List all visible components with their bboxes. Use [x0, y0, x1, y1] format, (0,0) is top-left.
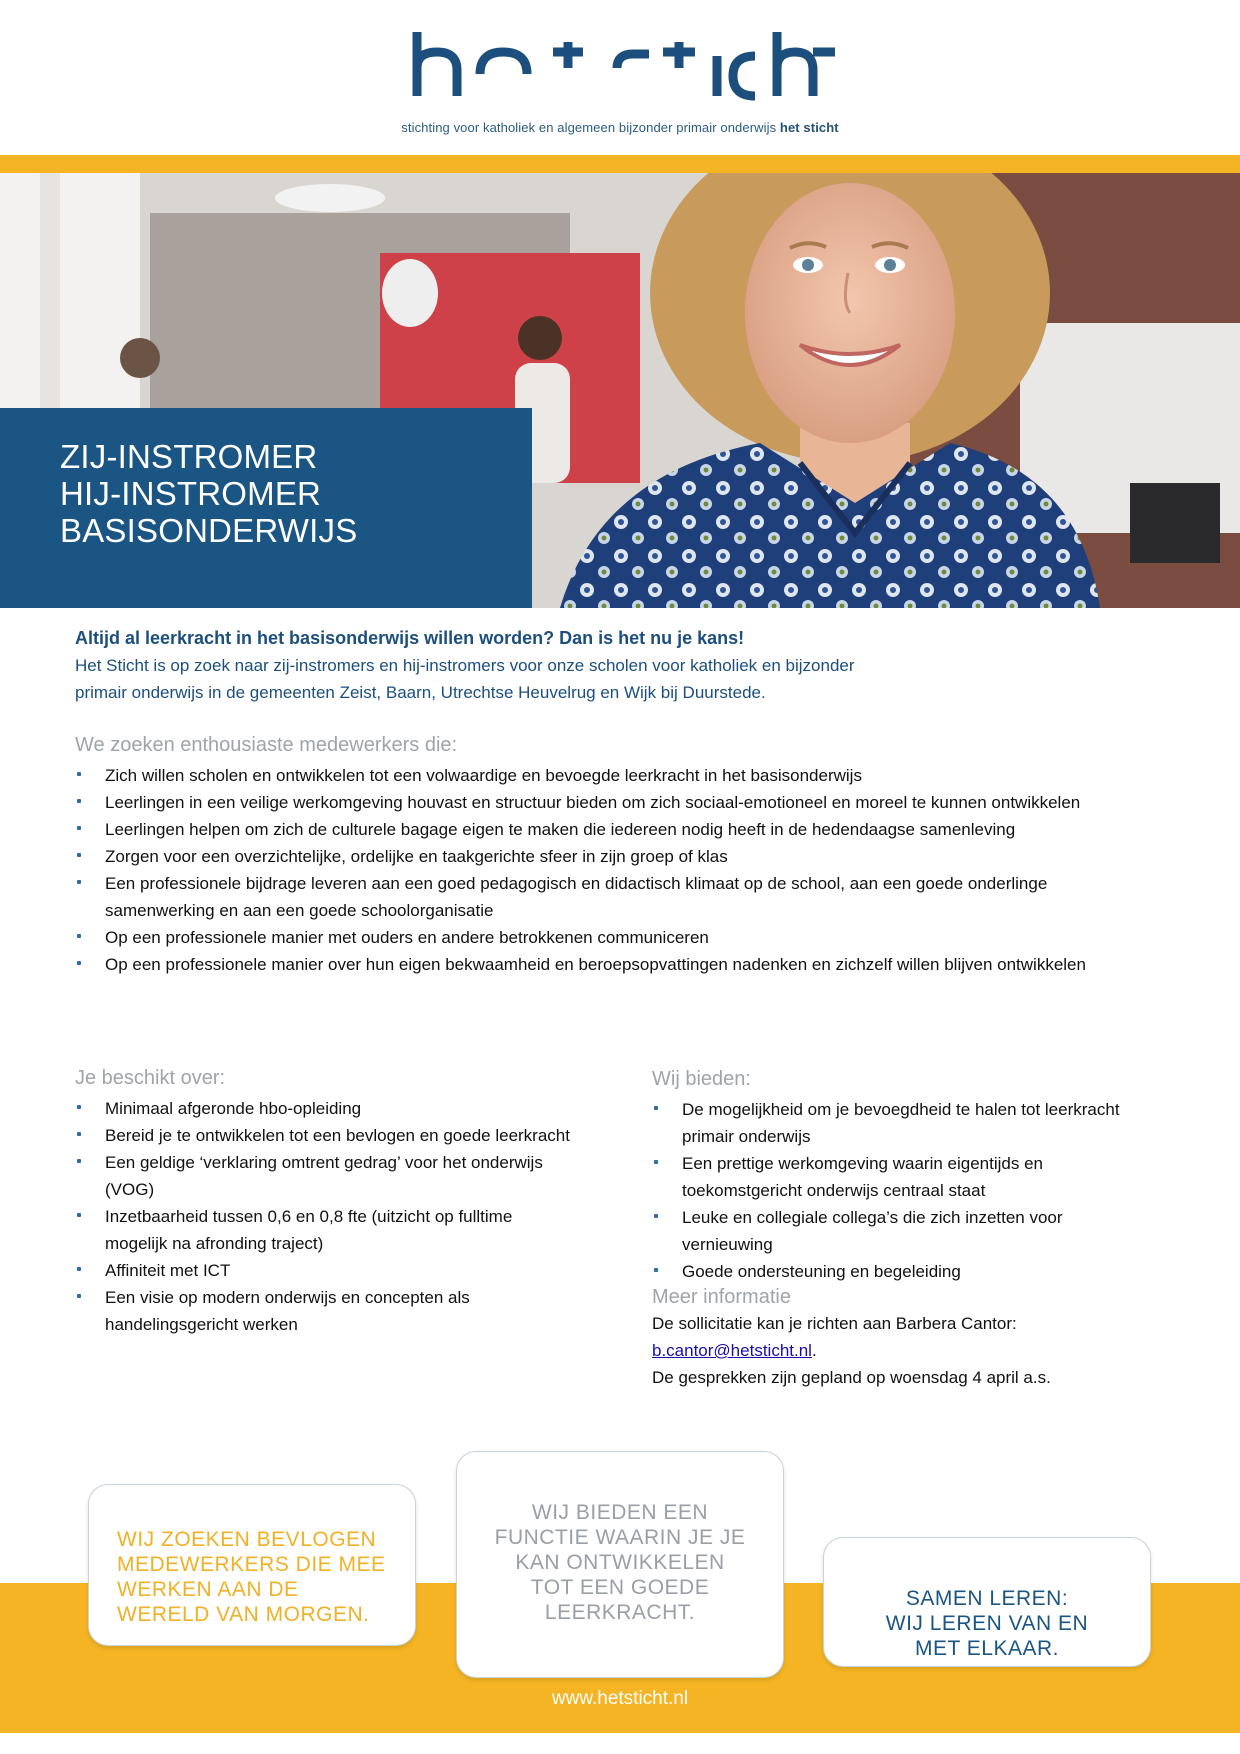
card-line: WIJ BIEDEN EEN: [531, 1501, 709, 1524]
logo-subtitle-text: stichting voor katholiek en algemeen bijzonder primair onderwijs: [401, 120, 777, 135]
list-item: Minimaal afgeronde hbo-opleiding: [75, 1095, 575, 1122]
list-item: Op een professionele manier over hun eigen bekwaamheid en beroepsopvattingen nadenken en zichzelf willen blijven ontwikkelen: [75, 951, 1095, 978]
intro-line-1: Het Sticht is op zoek naar zij-instromers en hij-instromers voor onze scholen voor katholiek en bijzonder: [75, 656, 855, 675]
card-line: WERKEN AAN DE: [117, 1578, 299, 1601]
hero-section: [0, 173, 1240, 608]
het-sticht-logo-mark: [405, 28, 835, 103]
top-yellow-band: [0, 155, 1240, 173]
section-heading-beschikt: Je beschikt over:: [75, 1067, 226, 1089]
list-item: Een visie op modern onderwijs en concepten als handelingsgericht werken: [75, 1284, 575, 1338]
list-item: Goede ondersteuning en begeleiding: [652, 1258, 1122, 1285]
bieden-list: [652, 1096, 1122, 1285]
list-item: Leuke en collegiale collega’s die zich inzetten voor vernieuwing: [652, 1204, 1122, 1258]
info-line-3: De gesprekken zijn gepland op woensdag 4 april a.s.: [652, 1368, 1051, 1387]
list-item: Zorgen voor een overzichtelijke, ordelijke en taakgerichte sfeer in zijn groep of klas: [75, 843, 1095, 870]
logo-subtitle-bold: het sticht: [779, 120, 839, 135]
list-item: Bereid je te ontwikkelen tot een bevlogen en goede leerkracht: [75, 1122, 575, 1149]
list-item: Inzetbaarheid tussen 0,6 en 0,8 fte (uitzicht op fulltime mogelijk na afronding traject): [75, 1203, 575, 1257]
card-line: SAMEN LEREN:: [905, 1587, 1069, 1610]
section-heading-bieden: Wij bieden:: [652, 1068, 751, 1090]
email-link[interactable]: b.cantor@hetsticht.nl: [652, 1341, 812, 1360]
section-heading-zoeken: We zoeken enthousiaste medewerkers die:: [75, 734, 458, 756]
list-item: Op een professionele manier met ouders en andere betrokkenen communiceren: [75, 924, 1095, 951]
card-text: [824, 1586, 1150, 1661]
logo-subtitle: [0, 120, 1240, 135]
card-text: [117, 1527, 415, 1627]
card-line: WIJ LEREN VAN EN: [885, 1612, 1089, 1635]
card-line: KAN ONTWIKKELEN: [515, 1551, 725, 1574]
card-line: WERELD VAN MORGEN.: [117, 1603, 370, 1626]
logo: [0, 28, 1240, 138]
card-functie: [456, 1451, 784, 1678]
card-line: MET ELKAAR.: [915, 1637, 1059, 1660]
list-item: De mogelijkheid om je bevoegdheid te halen tot leerkracht primair onderwijs: [652, 1096, 1122, 1150]
list-item: Affiniteit met ICT: [75, 1257, 575, 1284]
website-link[interactable]: www.hetsticht.nl: [551, 1688, 689, 1709]
list-item: Een geldige ‘verklaring omtrent gedrag’ voor het onderwijs (VOG): [75, 1149, 575, 1203]
hero-title-line-3: BASISONDERWIJS: [60, 512, 358, 549]
list-item: Een professionele bijdrage leveren aan een goed pedagogisch en didactisch klimaat op de school, aan een goede onderlinge samenwerking en aan een goede schoolorganisatie: [75, 870, 1095, 924]
section-heading-info: Meer informatie: [652, 1286, 791, 1308]
card-line: TOT EEN GOEDE: [530, 1576, 710, 1599]
card-line: FUNCTIE WAARIN JE JE: [494, 1526, 746, 1549]
list-item: Een prettige werkomgeving waarin eigentijds en toekomstgericht onderwijs centraal staat: [652, 1150, 1122, 1204]
list-item: Zich willen scholen en ontwikkelen tot een volwaardige en bevoegde leerkracht in het basisonderwijs: [75, 762, 1095, 789]
hero-title-line-2: HIJ-INSTROMER: [60, 475, 322, 512]
card-line: WIJ ZOEKEN BEVLOGEN: [117, 1528, 377, 1551]
info-line-1: De sollicitatie kan je richten aan Barbera Cantor:: [652, 1314, 1017, 1333]
card-line: MEDEWERKERS DIE MEE: [117, 1553, 386, 1576]
zoeken-list: [75, 762, 1095, 978]
card-bevlogen: [88, 1484, 416, 1646]
hero-title-line-1: ZIJ-INSTROMER: [60, 438, 318, 475]
beschikt-list: [75, 1095, 575, 1338]
hero-title-box: [0, 408, 532, 608]
card-line: LEERKRACHT.: [544, 1601, 696, 1624]
list-item: Leerlingen in een veilige werkomgeving houvast en structuur bieden om zich sociaal-emotioneel en moreel te kunnen ontwikkelen: [75, 789, 1095, 816]
intro-heading: Altijd al leerkracht in het basisonderwijs willen worden? Dan is het nu je kans!: [75, 628, 745, 648]
card-text: [457, 1500, 783, 1625]
intro-line-2: primair onderwijs in de gemeenten Zeist, Baarn, Utrechtse Heuvelrug en Wijk bij Duurstede.: [75, 683, 766, 702]
card-samen-leren: [823, 1537, 1151, 1667]
info-email-line: [652, 1341, 817, 1361]
email-suffix: .: [811, 1341, 817, 1360]
list-item: Leerlingen helpen om zich de culturele bagage eigen te maken die iedereen nodig heeft in de hedendaagse samenleving: [75, 816, 1095, 843]
